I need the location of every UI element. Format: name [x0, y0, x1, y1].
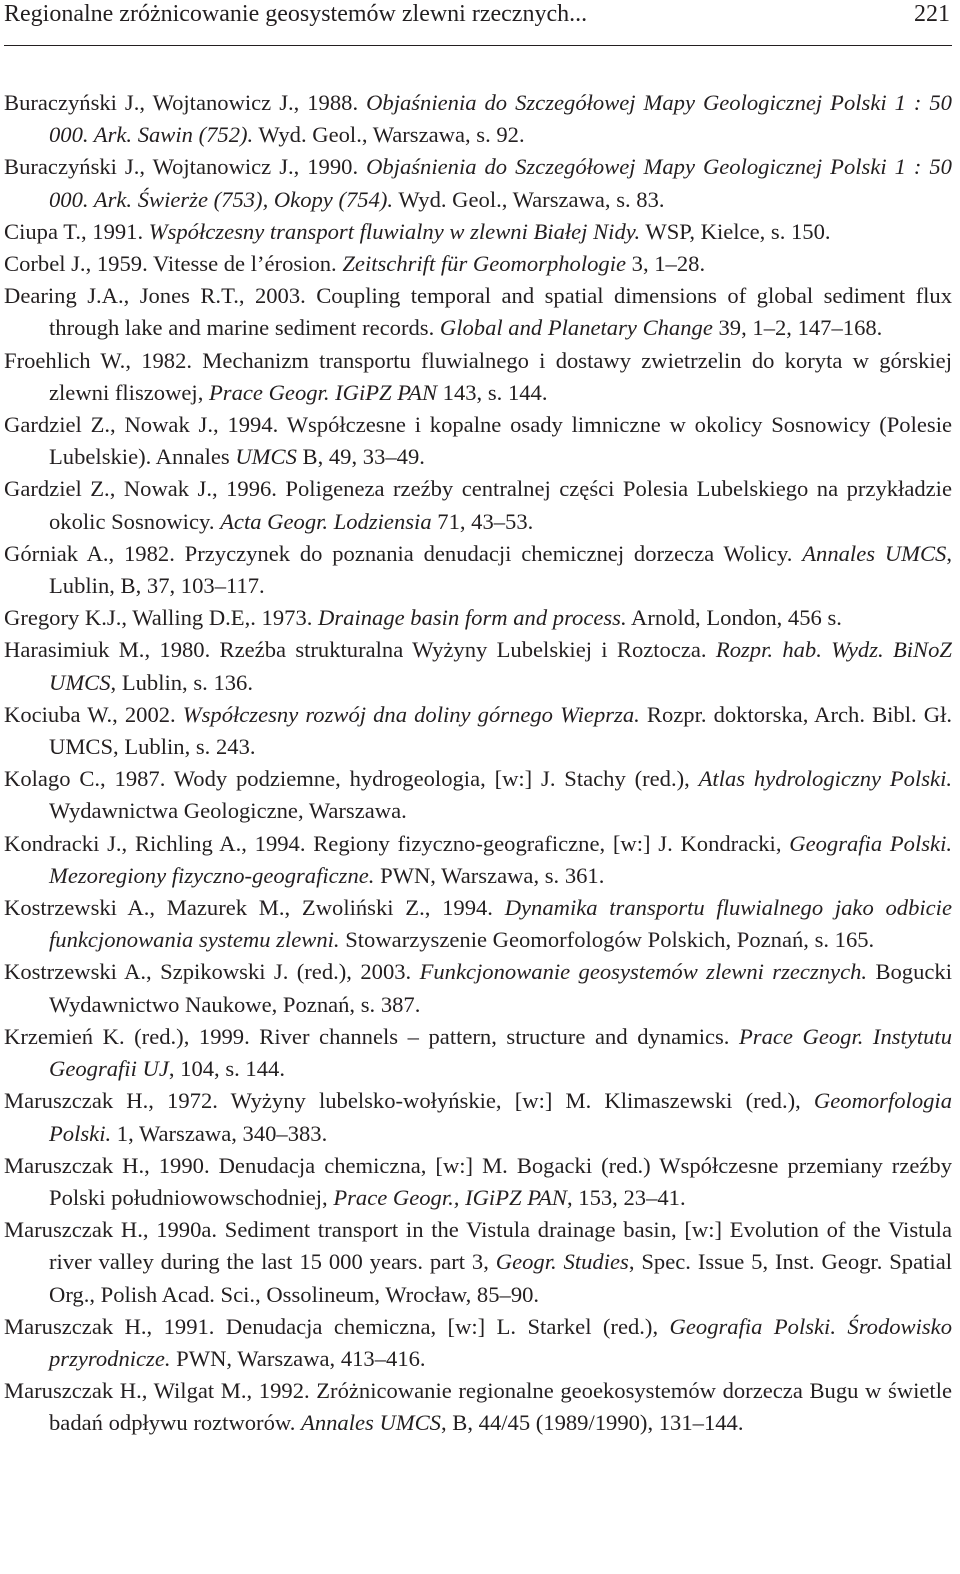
reference-italic-text: Prace Geogr. IGiPZ PAN	[209, 379, 438, 405]
reference-italic-text: Annales UMCS	[802, 540, 947, 566]
reference-text: Wydawnictwa Geologiczne, Warszawa.	[49, 798, 407, 824]
reference-text: , B, 44/45 (1989/1990), 131–144.	[440, 1410, 744, 1436]
reference-italic-text: Współczesny transport fluwialny w zlewni Białej Nidy.	[148, 218, 641, 244]
reference-text: B, 49, 33–49.	[296, 444, 425, 470]
reference-italic-text: Zeitschrift für Geomorphologie	[342, 251, 627, 277]
reference-text: Kolago C., 1987. Wody podziemne, hydrogeologia, [w:] J. Stachy (red.),	[4, 766, 699, 792]
reference-entry	[4, 473, 952, 537]
reference-entry	[4, 1214, 952, 1311]
reference-text: Harasimiuk M., 1980. Rzeźba strukturalna Wyżyny Lubelskiej i Roztocza.	[4, 637, 716, 663]
reference-text: PWN, Warszawa, s. 361.	[374, 862, 605, 888]
reference-italic-text: Rozpr. hab. Wydz. BiNoZ UMCS	[49, 637, 952, 695]
reference-italic-text: Prace Geogr. Instytutu Geografii UJ	[49, 1023, 952, 1082]
reference-text: Wyd. Geol., Warszawa, s. 83.	[393, 186, 665, 212]
reference-italic-text: Geogr. Studies	[495, 1249, 629, 1275]
reference-text: Bogucki Wydawnictwo Naukowe, Poznań, s. 387.	[49, 959, 953, 1017]
reference-italic-text: Geografia Polski. Mezoregiony fizyczno-geograficzne.	[49, 830, 953, 888]
reference-italic-text: Atlas hydrologiczny Polski.	[698, 766, 952, 792]
reference-entry	[4, 151, 952, 215]
reference-entry	[4, 828, 952, 892]
reference-text: Maruszczak H., 1972. Wyżyny lubelsko-wołyńskie, [w:] M. Klimaszewski (red.),	[4, 1088, 814, 1114]
reference-entry	[4, 699, 952, 763]
reference-entry	[4, 248, 952, 280]
reference-entry	[4, 1021, 952, 1085]
reference-entry	[4, 1150, 952, 1214]
reference-text: Krzemień K. (red.), 1999. River channels – pattern, structure and dynamics.	[4, 1023, 739, 1049]
reference-entry	[4, 602, 952, 634]
reference-text: 39, 1–2, 147–168.	[712, 315, 883, 341]
reference-text: , Lublin, B, 37, 103–117.	[49, 540, 952, 599]
reference-italic-text: Drainage basin form and process.	[318, 605, 627, 631]
reference-text: 3, 1–28.	[626, 251, 706, 277]
reference-italic-text: Współczesny rozwój dna doliny górnego Wieprza.	[182, 701, 640, 727]
reference-text: Buraczyński J., Wojtanowicz J., 1990.	[4, 154, 367, 180]
reference-text: Górniak A., 1982. Przyczynek do poznania denudacji chemicznej dorzecza Wolicy.	[4, 540, 803, 566]
reference-italic-text: Acta Geogr. Lodziensia	[220, 508, 432, 534]
reference-italic-text: Geomorfologia Polski.	[49, 1088, 952, 1146]
reference-entry	[4, 345, 952, 409]
reference-text: PWN, Warszawa, 413–416.	[170, 1345, 426, 1371]
reference-text: Maruszczak H., 1990. Denudacja chemiczna, [w:] M. Bogacki (red.) Współczesne przemiany rzeźby Polski południowowschodniej,	[4, 1152, 952, 1210]
reference-text: Kondracki J., Richling A., 1994. Regiony fizyczno-geograficzne, [w:] J. Kondracki,	[4, 830, 790, 856]
reference-text: Maruszczak H., 1990a. Sediment transport in the Vistula drainage basin, [w:] Evolution of the Vistula river valley during the last 15 000 years. part 3,	[4, 1217, 952, 1275]
reference-text: , Lublin, s. 136.	[110, 669, 253, 695]
reference-text: Gardziel Z., Nowak J., 1996. Poligeneza rzeźby centralnej części Polesia Lubelskiego na przykładzie okolic Sosnowicy.	[4, 476, 952, 534]
reference-text: , Spec. Issue 5, Inst. Geogr. Spatial Org., Polish Acad. Sci., Ossolineum, Wrocław, 85–90.	[49, 1249, 952, 1307]
reference-entry	[4, 1375, 952, 1439]
reference-entry	[4, 216, 952, 248]
reference-text: 143, s. 144.	[437, 379, 548, 405]
reference-text: , 153, 23–41.	[566, 1184, 686, 1210]
reference-text: Arnold, London, 456 s.	[626, 605, 842, 631]
reference-entry	[4, 280, 952, 344]
reference-text: Kostrzewski A., Szpikowski J. (red.), 2003.	[4, 959, 420, 985]
reference-text: Rozpr. doktorska, Arch. Bibl. Gł. UMCS, Lublin, s. 243.	[49, 701, 952, 760]
reference-entry	[4, 538, 952, 602]
reference-text: Buraczyński J., Wojtanowicz J., 1988.	[4, 90, 367, 115]
reference-text: WSP, Kielce, s. 150.	[640, 218, 831, 244]
reference-italic-text: Geografia Polski. Środowisko przyrodnicze.	[49, 1313, 953, 1371]
reference-entry	[4, 956, 952, 1020]
reference-text: Kociuba W., 2002.	[4, 701, 183, 727]
reference-text: Corbel J., 1959. Vitesse de l’érosion.	[4, 251, 343, 277]
reference-entry	[4, 763, 952, 827]
reference-text: 1, Warszawa, 340–383.	[111, 1120, 328, 1146]
reference-entry	[4, 892, 952, 956]
reference-list	[4, 87, 952, 1440]
running-title: Regionalne zróżnicowanie geosystemów zlewni rzecznych...	[4, 1, 588, 27]
page-number: 221	[914, 1, 950, 27]
reference-italic-text: Global and Planetary Change	[439, 315, 713, 341]
reference-entry	[4, 87, 952, 151]
reference-text: Kostrzewski A., Mazurek M., Zwoliński Z., 1994.	[4, 895, 505, 921]
reference-text: Gardziel Z., Nowak J., 1994. Współczesne i kopalne osady limniczne w okolicy Sosnowicy (Polesie Lubelskie). Annales	[4, 412, 952, 470]
reference-text: Maruszczak H., 1991. Denudacja chemiczna, [w:] L. Starkel (red.),	[4, 1313, 670, 1339]
reference-italic-text: UMCS	[235, 444, 297, 470]
reference-text: Wyd. Geol., Warszawa, s. 92.	[253, 122, 525, 148]
reference-italic-text: Dynamika transportu fluwialnego jako odbicie funkcjonowania systemu zlewni.	[49, 895, 952, 953]
reference-italic-text: Funkcjonowanie geosystemów zlewni rzecznych.	[419, 959, 868, 985]
reference-entry	[4, 1311, 952, 1375]
running-header	[4, 0, 952, 46]
reference-text: Gregory K.J., Walling D.E,. 1973.	[4, 605, 319, 631]
reference-text: Ciupa T., 1991.	[4, 218, 149, 244]
reference-italic-text: Objaśnienia do Szczegółowej Mapy Geologicznej Polski 1 : 50 000. Ark. Sawin (752).	[49, 90, 952, 148]
reference-text: , 104, s. 144.	[168, 1056, 285, 1082]
reference-italic-text: Prace Geogr., IGiPZ PAN	[333, 1184, 567, 1210]
reference-italic-text: Objaśnienia do Szczegółowej Mapy Geologicznej Polski 1 : 50 000. Ark. Świerże (753), Okopy (754).	[49, 154, 952, 212]
reference-text: Froehlich W., 1982. Mechanizm transportu fluwialnego i dostawy zwietrzelin do koryta w górskiej zlewni fliszowej,	[4, 347, 952, 405]
reference-text: Dearing J.A., Jones R.T., 2003. Coupling temporal and spatial dimensions of global sediment flux through lake and marine sediment records.	[4, 283, 952, 341]
reference-italic-text: Annales UMCS	[301, 1410, 441, 1436]
reference-text: 71, 43–53.	[431, 508, 534, 534]
reference-entry	[4, 634, 952, 698]
reference-entry	[4, 409, 952, 473]
reference-entry	[4, 1085, 952, 1149]
reference-text: Stowarzyszenie Geomorfologów Polskich, Poznań, s. 165.	[339, 927, 875, 953]
reference-text: Maruszczak H., Wilgat M., 1992. Zróżnicowanie regionalne geoekosystemów dorzecza Bugu w świetle badań odpływu roztworów.	[4, 1378, 952, 1436]
